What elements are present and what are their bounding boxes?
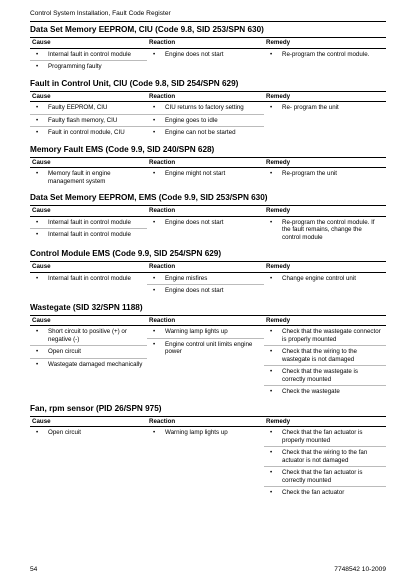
column-header-cause: Cause xyxy=(32,417,51,425)
remedy-text: Re-program the control module. If the fault remains, change the control module xyxy=(282,218,375,241)
remedy-text: Check that the wiring to the wastegate is not damaged xyxy=(282,348,357,363)
cause-text: Internal fault in control module xyxy=(48,231,131,238)
reaction-text: Engine does not start xyxy=(165,218,224,226)
reaction-item xyxy=(147,49,264,61)
reaction-column xyxy=(147,427,264,499)
column-header-remedy: Remedy xyxy=(266,158,291,166)
bullet-icon: • xyxy=(270,489,273,496)
cause-text: Internal fault in control module xyxy=(48,274,131,282)
reaction-column xyxy=(147,102,264,139)
section-body xyxy=(30,217,386,244)
column-headers xyxy=(30,205,386,217)
remedy-item xyxy=(264,447,386,467)
reaction-column xyxy=(147,217,264,244)
fault-code-sections xyxy=(30,25,386,505)
page-number: 54 xyxy=(30,566,38,573)
header-divider xyxy=(30,21,386,22)
bullet-icon: • xyxy=(153,116,156,124)
reaction-text: CIU returns to factory setting xyxy=(165,104,244,111)
cause-text: Internal fault in control module xyxy=(48,50,131,58)
column-headers xyxy=(30,37,386,49)
column-header-remedy: Remedy xyxy=(266,263,291,270)
bullet-icon: • xyxy=(270,429,273,436)
fault-section xyxy=(30,145,386,188)
cause-text: Internal fault in control module xyxy=(48,218,131,226)
cause-item xyxy=(30,168,147,187)
remedy-item xyxy=(264,326,386,346)
column-header-reaction: Reaction xyxy=(149,207,176,214)
section-body xyxy=(30,427,386,499)
remedy-item xyxy=(264,273,386,285)
bullet-icon: • xyxy=(153,104,156,111)
bullet-icon: • xyxy=(270,170,273,177)
reaction-text: Warning lamp lights up xyxy=(165,429,228,436)
bullet-icon: • xyxy=(270,449,273,456)
column-header-cause: Cause xyxy=(32,207,51,214)
bullet-icon: • xyxy=(36,348,39,355)
reaction-text: Engine does not start xyxy=(165,50,224,58)
reaction-text: Engine does not start xyxy=(165,287,224,294)
cause-item xyxy=(30,273,147,285)
section-body xyxy=(30,49,386,73)
cause-text: Open circuit xyxy=(48,348,82,355)
remedy-text: Check the fan actuator xyxy=(282,489,345,496)
cause-text: Open circuit xyxy=(48,429,82,436)
section-body xyxy=(30,102,386,139)
column-header-reaction: Reaction xyxy=(149,92,176,100)
bullet-icon: • xyxy=(36,218,39,226)
remedy-text: Check that the fan actuator is correctly mounted xyxy=(282,469,363,484)
column-headers xyxy=(30,157,386,169)
remedy-column xyxy=(264,49,386,73)
bullet-icon: • xyxy=(36,63,39,70)
remedy-item xyxy=(264,49,386,61)
bullet-icon: • xyxy=(36,104,39,111)
bullet-icon: • xyxy=(153,50,156,58)
column-header-reaction: Reaction xyxy=(149,158,176,166)
cause-item xyxy=(30,229,147,241)
fault-section xyxy=(30,25,386,73)
cause-text: Fault in control module, CIU xyxy=(48,129,125,136)
reaction-text: Engine goes to idle xyxy=(165,116,218,124)
reaction-text: Engine might not start xyxy=(165,170,226,177)
column-header-cause: Cause xyxy=(32,158,51,166)
remedy-text: Check that the wastegate connector is properly mounted xyxy=(282,328,381,343)
cause-item xyxy=(30,346,147,359)
bullet-icon: • xyxy=(36,429,39,436)
fault-section xyxy=(30,193,386,243)
column-header-remedy: Remedy xyxy=(266,417,291,425)
bullet-icon: • xyxy=(36,274,39,282)
remedy-item xyxy=(264,102,386,114)
remedy-item xyxy=(264,467,386,487)
cause-item xyxy=(30,102,147,115)
bullet-icon: • xyxy=(270,469,273,476)
cause-item xyxy=(30,61,147,73)
section-title: Fault in Control Unit, CIU (Code 9.8, SID 254/SPN 629) xyxy=(30,78,239,88)
fault-section xyxy=(30,249,386,297)
cause-text: Faulty flash memory, CIU xyxy=(48,116,118,124)
column-header-remedy: Remedy xyxy=(266,207,291,214)
reaction-item xyxy=(147,102,264,115)
bullet-icon: • xyxy=(153,170,156,177)
remedy-item xyxy=(264,427,386,447)
remedy-text: Change engine control unit xyxy=(282,274,356,282)
remedy-item xyxy=(264,386,386,398)
section-title: Memory Fault EMS (Code 9.9, SID 240/SPN 628) xyxy=(30,144,215,154)
bullet-icon: • xyxy=(153,287,156,294)
bullet-icon: • xyxy=(270,388,273,395)
column-header-remedy: Remedy xyxy=(266,92,291,100)
reaction-item xyxy=(147,168,264,180)
column-headers xyxy=(30,416,386,428)
page-header: Control System Installation, Fault Code Register xyxy=(30,10,171,17)
bullet-icon: • xyxy=(270,50,273,58)
column-header-cause: Cause xyxy=(32,39,51,46)
remedy-text: Re-program the control module. xyxy=(282,50,370,58)
bullet-icon: • xyxy=(270,218,273,226)
cause-item xyxy=(30,359,147,371)
remedy-item xyxy=(264,346,386,366)
bullet-icon: • xyxy=(153,328,156,335)
section-body xyxy=(30,168,386,187)
reaction-item xyxy=(147,127,264,139)
cause-item xyxy=(30,217,147,230)
reaction-column xyxy=(147,168,264,187)
cause-column xyxy=(30,273,147,297)
column-header-reaction: Reaction xyxy=(149,417,176,425)
column-headers xyxy=(30,315,386,327)
bullet-icon: • xyxy=(153,274,156,282)
column-header-cause: Cause xyxy=(32,92,51,100)
cause-text: Wastegate damaged mechanically xyxy=(48,360,143,368)
document-id: 7748542 10-2009 xyxy=(334,566,386,573)
section-body xyxy=(30,273,386,297)
remedy-item xyxy=(264,366,386,386)
reaction-item xyxy=(147,339,264,358)
column-headers xyxy=(30,91,386,103)
cause-item xyxy=(30,127,147,139)
reaction-text: Engine can not be started xyxy=(165,129,236,136)
cause-item xyxy=(30,326,147,346)
cause-column xyxy=(30,168,147,187)
section-title: Fan, rpm sensor (PID 26/SPN 975) xyxy=(30,403,162,413)
remedy-text: Check that the fan actuator is properly mounted xyxy=(282,429,363,444)
column-header-cause: Cause xyxy=(32,263,51,270)
cause-text: Faulty EEPROM, CIU xyxy=(48,104,108,111)
reaction-item xyxy=(147,217,264,229)
remedy-column xyxy=(264,168,386,187)
section-title: Data Set Memory EEPROM, CIU (Code 9.8, SID 253/SPN 630) xyxy=(30,25,264,34)
cause-text: Programming faulty xyxy=(48,63,102,70)
remedy-item xyxy=(264,217,386,244)
bullet-icon: • xyxy=(36,50,39,58)
reaction-item xyxy=(147,115,264,128)
bullet-icon: • xyxy=(153,129,156,136)
bullet-icon: • xyxy=(153,429,156,436)
reaction-text: Warning lamp lights up xyxy=(165,328,228,335)
bullet-icon: • xyxy=(36,116,39,124)
reaction-item xyxy=(147,285,264,297)
fault-section xyxy=(30,79,386,139)
remedy-text: Re- program the unit xyxy=(282,104,339,111)
section-body xyxy=(30,326,386,398)
section-title: Data Set Memory EEPROM, EMS (Code 9.9, SID 253/SPN 630) xyxy=(30,193,268,202)
bullet-icon: • xyxy=(36,170,39,177)
bullet-icon: • xyxy=(36,328,39,335)
bullet-icon: • xyxy=(153,340,156,348)
bullet-icon: • xyxy=(36,129,39,136)
remedy-column xyxy=(264,326,386,398)
remedy-column xyxy=(264,102,386,139)
reaction-column xyxy=(147,326,264,398)
fault-section xyxy=(30,303,386,398)
remedy-text: Check that the wiring to the fan actuator is not damaged xyxy=(282,449,368,464)
cause-column xyxy=(30,102,147,139)
reaction-item xyxy=(147,427,264,439)
bullet-icon: • xyxy=(36,360,39,368)
bullet-icon: • xyxy=(270,348,273,355)
reaction-column xyxy=(147,49,264,73)
remedy-column xyxy=(264,217,386,244)
cause-column xyxy=(30,49,147,73)
column-header-remedy: Remedy xyxy=(266,39,291,46)
column-header-reaction: Reaction xyxy=(149,39,176,46)
cause-column xyxy=(30,326,147,398)
column-header-reaction: Reaction xyxy=(149,263,176,270)
column-header-cause: Cause xyxy=(32,316,51,324)
bullet-icon: • xyxy=(270,368,273,375)
cause-column xyxy=(30,427,147,499)
remedy-item xyxy=(264,168,386,180)
section-title: Wastegate (SID 32/SPN 1188) xyxy=(30,302,143,312)
reaction-item xyxy=(147,326,264,339)
column-header-reaction: Reaction xyxy=(149,316,176,324)
remedy-column xyxy=(264,427,386,499)
remedy-text: Re-program the unit xyxy=(282,170,338,177)
column-headers xyxy=(30,261,386,273)
reaction-text: Engine misfires xyxy=(165,274,208,282)
reaction-column xyxy=(147,273,264,297)
reaction-item xyxy=(147,273,264,286)
cause-item xyxy=(30,427,147,439)
remedy-column xyxy=(264,273,386,297)
cause-item xyxy=(30,115,147,128)
column-header-remedy: Remedy xyxy=(266,316,291,324)
cause-item xyxy=(30,49,147,62)
cause-text: Short circuit to positive (+) or negative (-) xyxy=(48,328,127,343)
cause-column xyxy=(30,217,147,244)
remedy-text: Check the wastegate xyxy=(282,388,340,395)
section-title: Control Module EMS (Code 9.9, SID 254/SPN 629) xyxy=(30,249,222,258)
bullet-icon: • xyxy=(270,104,273,111)
bullet-icon: • xyxy=(270,328,273,335)
bullet-icon: • xyxy=(153,218,156,226)
bullet-icon: • xyxy=(36,231,39,238)
cause-text: Memory fault in engine management system xyxy=(48,170,111,185)
bullet-icon: • xyxy=(270,274,273,282)
fault-section xyxy=(30,404,386,499)
remedy-item xyxy=(264,487,386,499)
reaction-text: Engine control unit limits engine power xyxy=(165,340,253,355)
remedy-text: Check that the wastegate is correctly mounted xyxy=(282,368,359,383)
